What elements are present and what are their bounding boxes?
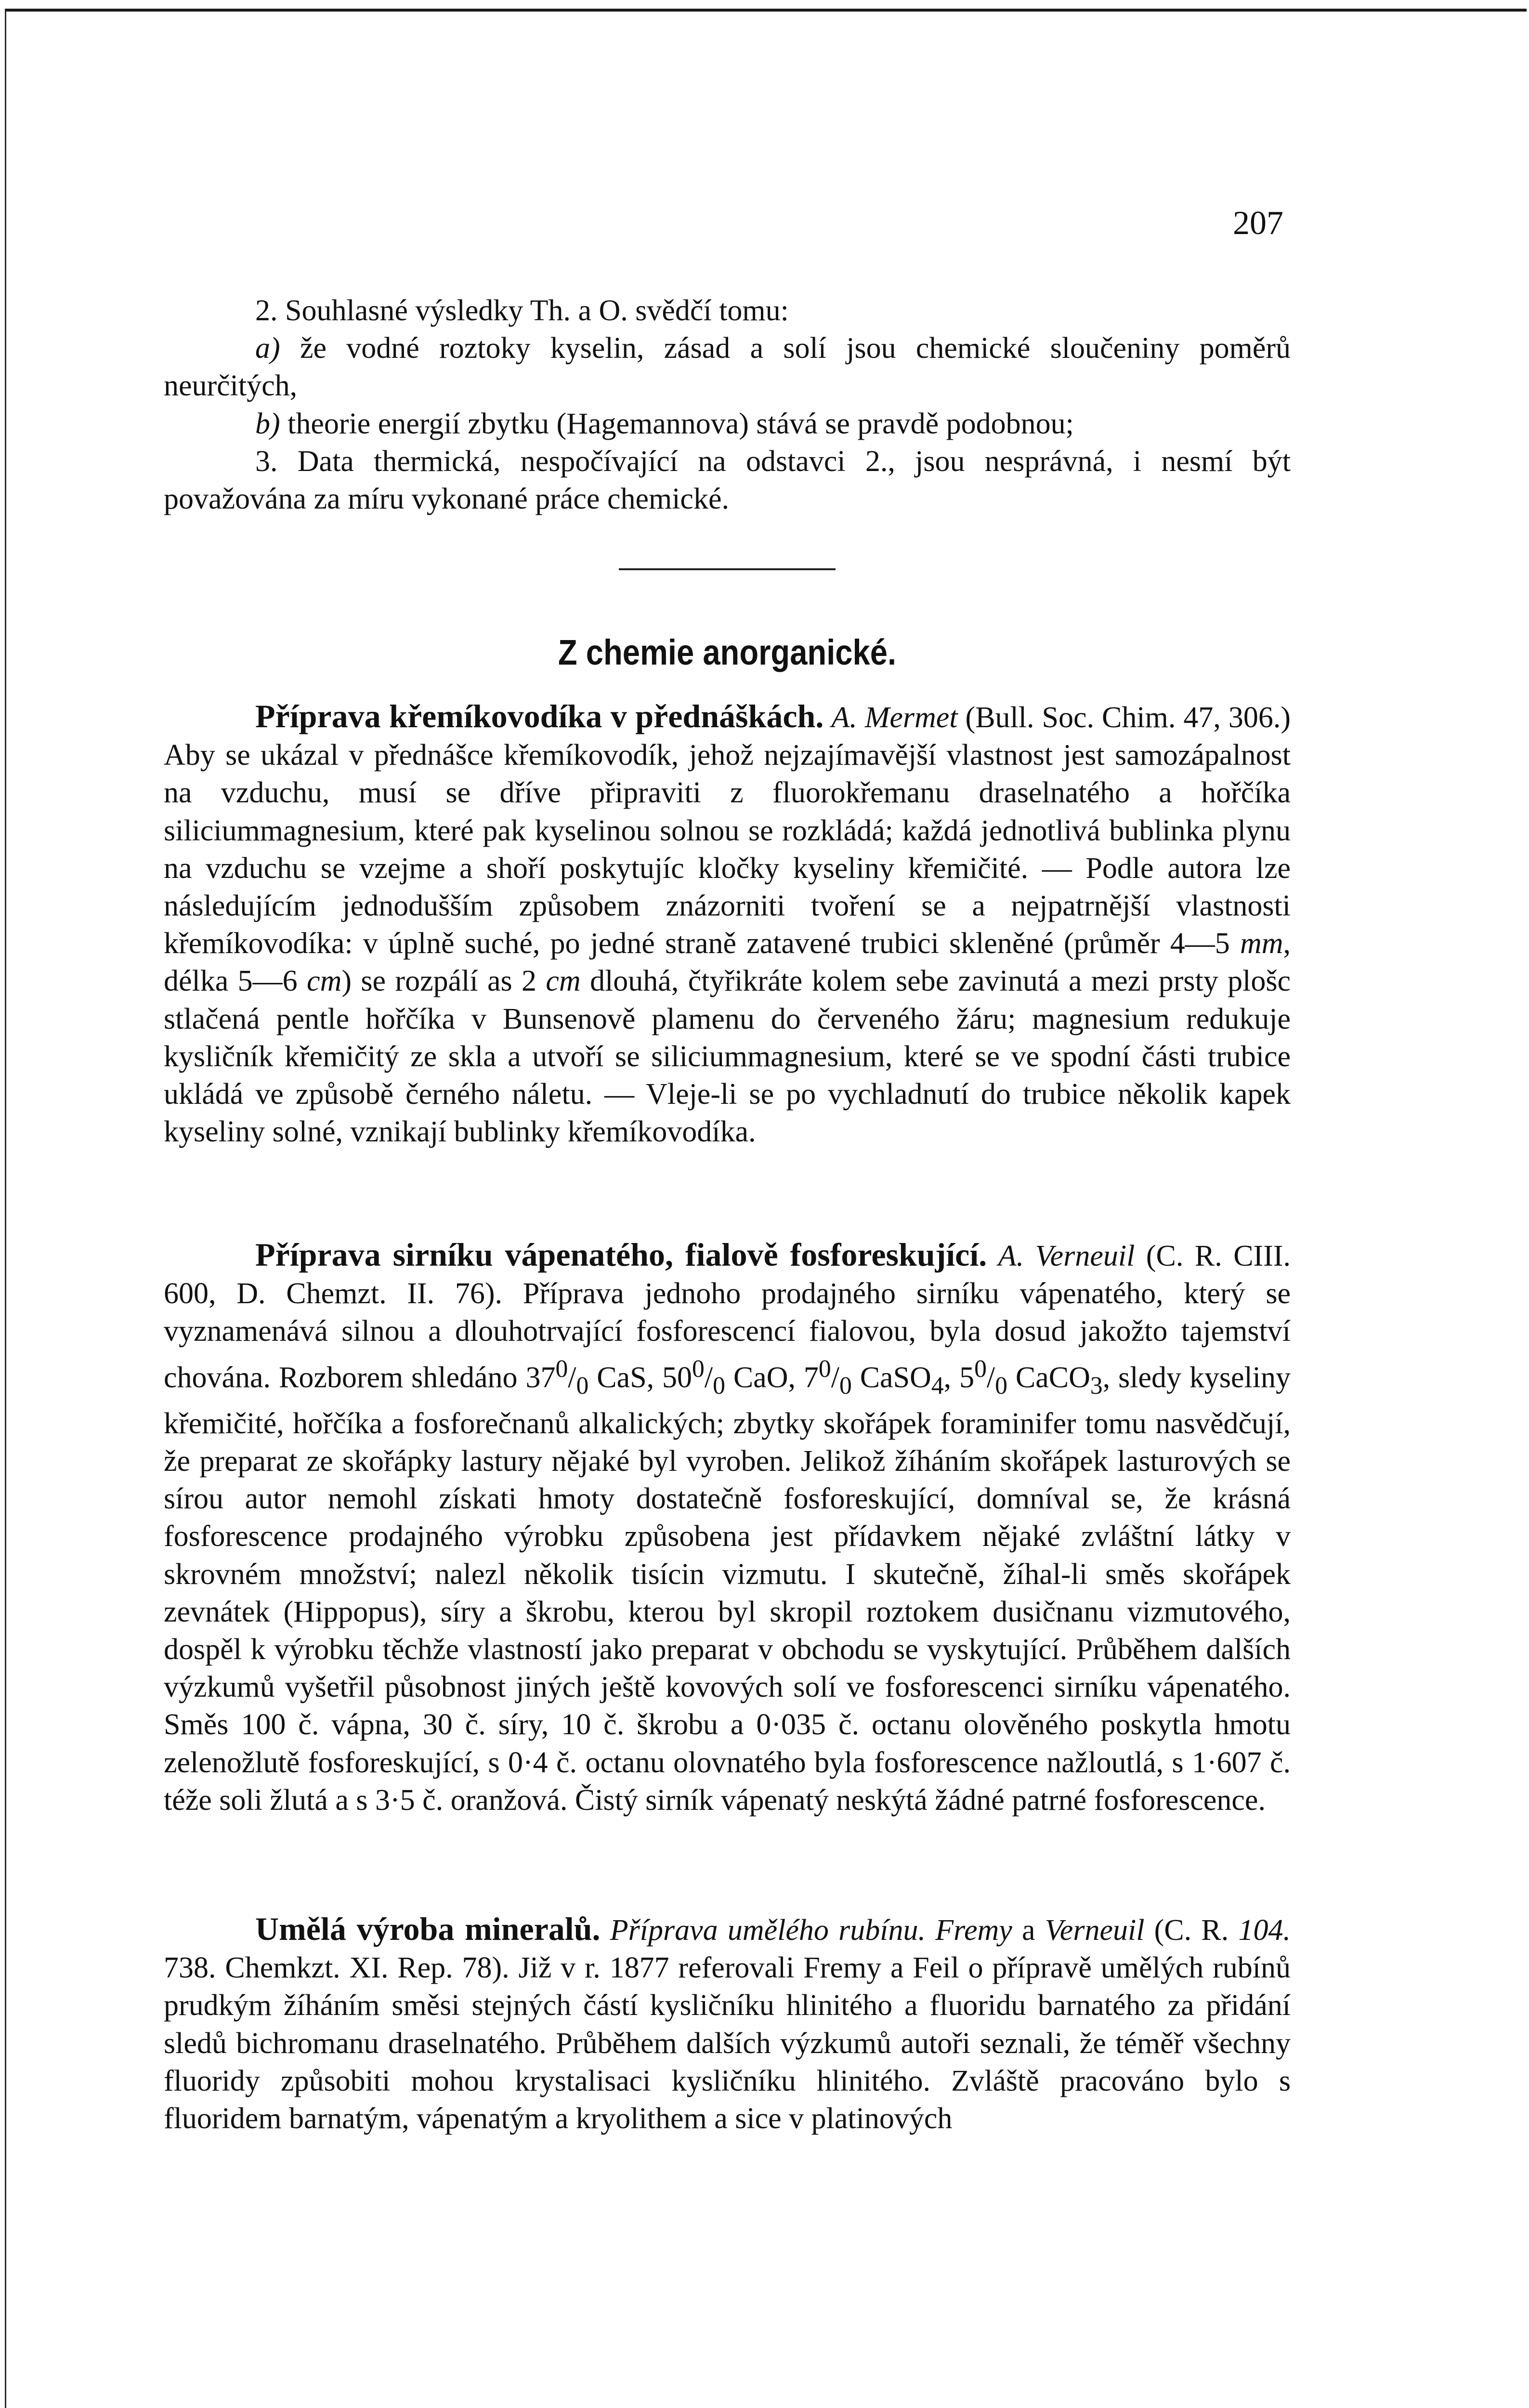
article3-italic-title: Příprava umělého rubínu. Fremy	[610, 1914, 1012, 1947]
article1-unit-cm-2: cm	[546, 965, 581, 998]
article1-unit-mm: mm	[1240, 927, 1283, 960]
section-title: Z chemie anorganické.	[558, 632, 897, 672]
article2-text-4: CaSO	[851, 1361, 931, 1394]
article-silicon-hydride	[164, 697, 1291, 1151]
item-a-letter: a)	[255, 332, 280, 365]
article1-unit-cm: cm	[307, 965, 342, 998]
pct-sup: 0	[555, 1355, 568, 1383]
conclusions-block	[164, 292, 1291, 518]
formula-sub: 4	[931, 1372, 944, 1400]
article1-ref: (Bull. Soc. Chim. 47, 306.)	[957, 701, 1291, 734]
pct-slash: /	[986, 1361, 995, 1394]
pct-slash: /	[831, 1361, 839, 1394]
article3-text: 738. Chemkzt. XI. Rep. 78). Již v r. 1877 referovali Fremy a Feil o přípravě umělých rubínů prudkým žíháním směsi stejných částí kysličníku hlinitého a fluoridu barnatého za přidání sledů bichromanu draselnatého. Průběhem dalších výzkumů autoři seznali, že téměř všechny fluoridy způsobiti mohou krystalisaci kysličníku hlinitého. Zvláště pracováno bylo s fluoridem barnatým, vápenatým a kryolithem a sice v platinových	[164, 1951, 1291, 2135]
article2-ref: (C. R. CIII. 600, D. Chemzt. II. 76).	[164, 1240, 1291, 1310]
pct-sub: 0	[576, 1372, 589, 1400]
item-a-text: že vodné roztoky kyselin, zásad a solí jsou chemické sloučeniny poměrů neurčitých,	[164, 332, 1291, 403]
article2-author: A. Verneuil	[998, 1240, 1135, 1272]
article3-heading: Umělá výroba mineralů.	[255, 1911, 601, 1947]
pct-sub: 0	[839, 1372, 852, 1400]
formula-sub: 3	[1090, 1372, 1103, 1400]
pct-sup: 0	[818, 1355, 831, 1383]
article2-text-1: Příprava jednoho prodajného sirníku vápenatého, který se vyznamenává silnou a dlouhotrvající fosforescencí fialovou, byla dosud jakožto tajemství chována. Rozborem shledáno 37	[164, 1277, 1291, 1394]
article1-text-1: Aby se ukázal v přednášce křemíkovodík, jehož nejzajímavější vlastnost jest samozápalnost na vzduchu, musí se dříve připraviti z fluorokřemanu draselnatého a hořčíka siliciummagnesium, které pak kyselinou solnou se rozkládá; každá jednotlivá bublinka plynu na vzduchu se vzejme a shoří poskytujíc kločky kyseliny křemičité. — Podle autora lze následujícím jednodušším způsobem znázorniti tvoření se a nejpatrnější vlastnosti křemíkovodíka: v úplně suché, po jedné straně zatavené trubici skleněné (průměr 4—5	[164, 739, 1291, 960]
page-number: 207	[1233, 205, 1283, 242]
conclusion-2b	[164, 405, 1291, 443]
pct-sup: 0	[692, 1355, 705, 1383]
item-b-text: theorie energií zbytku (Hagemannova) stává se pravdě podobnou;	[280, 407, 1074, 440]
conclusion-3: 3. Data thermická, nespočívající na odstavci 2., jsou nesprávná, i nesmí být považována za míru vykonané práce chemické.	[164, 445, 1291, 516]
pct-sub: 0	[995, 1372, 1007, 1400]
item-b-letter: b)	[255, 407, 280, 440]
pct-sub: 0	[713, 1372, 725, 1400]
article-calcium-sulfide	[164, 1236, 1291, 1819]
article3-ref: (C. R.	[1144, 1914, 1239, 1947]
section-divider	[619, 568, 836, 570]
article2-text-7: , sledy kyseliny křemičité, hořčíka a fosforečnanů alkalických; zbytky skořápek foraminifer tomu nasvědčují, že preparat ze skořápky lastury nějaké byl vyroben. Jelikož žíháním skořápek lasturových se sírou autor nemohl získati hmoty dostatečně fosforeskující, domníval se, že krásná fosforescence prodajného výrobku způsobena jest přídavkem nějaké zvláštní látky v skrovném množství; nalezl několik tisícin vizmutu. I skutečně, žíhal-li směs skořápek zevnátek (Hippopus), síry a škrobu, kterou byl skropil roztokem dusičnanu vizmutového, dospěl k výrobku těchže vlastností jako preparat v obchodu se vyskytující. Průběhem dalších výzkumů vyšetřil působnost jiných ještě kovových solí ve fosforescenci sirníku vápenatého. Směs 100 č. vápna, 30 č. síry, 10 č. škrobu a 0·035 č. octanu olověného poskytla hmotu zelenožlutě fosforeskující, s 0·4 č. octanu olovnatého byla fosforescence nažloutlá, s 1·607 č. téže soli žlutá a s 3·5 č. oranžová. Čistý sirník vápenatý neskýtá žádné patrné fosforescence.	[164, 1361, 1291, 1817]
article-artificial-minerals	[164, 1910, 1291, 2137]
article2-text-3: CaO, 7	[725, 1361, 819, 1394]
conclusion-2a	[164, 329, 1291, 405]
article3-and: a	[1012, 1914, 1045, 1947]
pct-sup: 0	[974, 1355, 987, 1383]
article1-text-2: , délka 5—6	[164, 927, 1291, 998]
article1-heading: Příprava křemíkovodíka v přednáškách.	[255, 698, 824, 734]
conclusion-2: 2. Souhlasné výsledky Th. a O. svědčí tomu:	[255, 294, 789, 327]
article2-text-6: CaCO	[1007, 1361, 1090, 1394]
article2-heading: Příprava sirníku vápenatého, fialově fosforeskující.	[255, 1236, 987, 1273]
article2-text-5: , 5	[943, 1361, 975, 1394]
article2-text-2: CaS, 50	[588, 1361, 693, 1394]
pct-slash: /	[704, 1361, 713, 1394]
article1-text-4: dlouhá, čtyřikráte kolem sebe zavinutá a mezi prsty plošc stlačená pentle hořčíka v Bunsenově plamenu do červeného žáru; magnesium redukuje kysličník křemičitý ze skla a utvoří se siliciummagnesium, které se ve spodní části trubice ukládá ve způsobě černého náletu. — Vleje-li se po vychladnutí do trubice několik kapek kyseliny solné, vznikají bublinky křemíkovodíka.	[164, 965, 1291, 1149]
article3-author: Verneuil	[1045, 1914, 1145, 1947]
article1-text-3: ) se rozpálí as 2	[341, 965, 546, 998]
article1-author: A. Mermet	[831, 701, 958, 734]
pct-slash: /	[568, 1361, 576, 1394]
article3-volume: 104.	[1238, 1914, 1291, 1947]
